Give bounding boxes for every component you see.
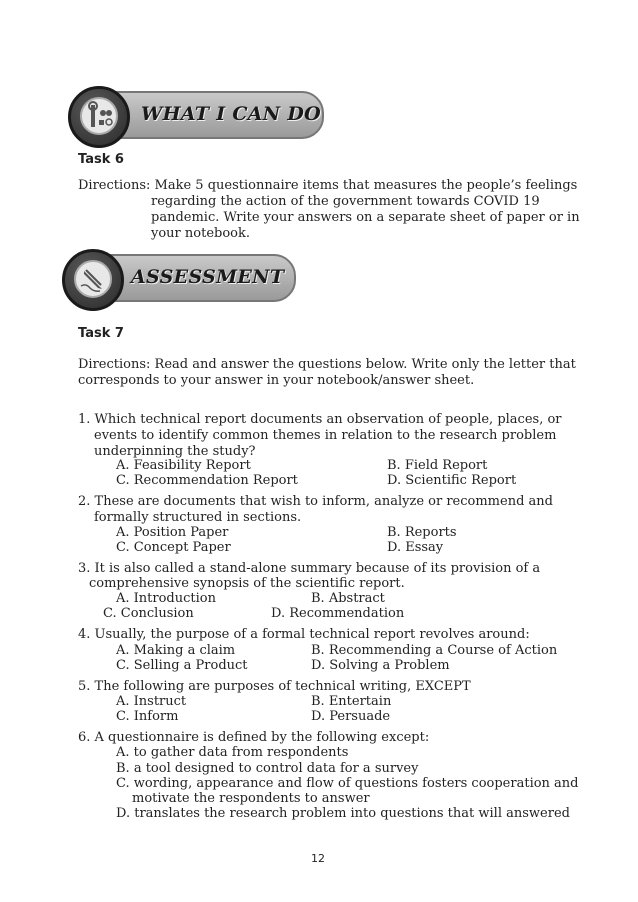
question-1-text: underpinning the study?: [94, 444, 256, 459]
tools-icon: [80, 97, 118, 135]
question-4-option-b: B. Recommending a Course of Action: [311, 643, 558, 658]
question-4-option-d: D. Solving a Problem: [311, 658, 450, 673]
question-4-option-a: A. Making a claim: [116, 643, 236, 658]
task6-directions-line: regarding the action of the government towards COVID 19: [151, 194, 540, 209]
question-2-option-b: B. Reports: [387, 525, 457, 540]
question-4-option-c: C. Selling a Product: [116, 658, 248, 673]
question-1-option-d: D. Scientific Report: [387, 473, 517, 488]
question-2-text: 2. These are documents that wish to inform, analyze or recommend and: [78, 494, 553, 509]
question-5-text: 5. The following are purposes of technical writing, EXCEPT: [78, 679, 471, 694]
question-1-text: 1. Which technical report documents an observation of people, places, or: [78, 412, 562, 427]
question-2-text: formally structured in sections.: [94, 510, 302, 525]
task6-heading: Task 6: [78, 152, 124, 167]
question-6-option-a: A. to gather data from respondents: [116, 745, 349, 760]
task7-heading: Task 7: [78, 326, 124, 341]
question-3-option-c: C. Conclusion: [103, 606, 194, 621]
question-2-option-c: C. Concept Paper: [116, 540, 231, 555]
question-5-option-b: B. Entertain: [311, 694, 392, 709]
question-1-option-a: A. Feasibility Report: [116, 458, 251, 473]
assessment-title: ASSESSMENT: [131, 266, 285, 288]
question-6-option-b: B. a tool designed to control data for a survey: [116, 761, 419, 776]
question-5-option-c: C. Inform: [116, 709, 179, 724]
question-4-text: 4. Usually, the purpose of a formal technical report revolves around:: [78, 627, 530, 642]
what-i-can-do-title: WHAT I CAN DO: [141, 103, 322, 125]
question-6-option-c: C. wording, appearance and flow of questions fosters cooperation and: [116, 776, 579, 791]
question-6-text: 6. A questionnaire is defined by the following except:: [78, 730, 430, 745]
question-3-option-b: B. Abstract: [311, 591, 385, 606]
page-number: 12: [311, 852, 325, 865]
task6-directions-line: pandemic. Write your answers on a separate sheet of paper or in: [151, 210, 580, 225]
question-6-option-c: motivate the respondents to answer: [132, 791, 370, 806]
question-3-text: 3. It is also called a stand-alone summary because of its provision of a: [78, 561, 541, 576]
task6-directions-line: Directions: Make 5 questionnaire items that measures the people’s feelings: [78, 178, 578, 193]
pencil-icon: [74, 260, 112, 298]
question-6-option-d: D. translates the research problem into questions that will answered: [116, 806, 570, 821]
question-5-option-a: A. Instruct: [116, 694, 187, 709]
question-1-option-c: C. Recommendation Report: [116, 473, 298, 488]
question-2-option-d: D. Essay: [387, 540, 444, 555]
question-5-option-d: D. Persuade: [311, 709, 391, 724]
question-3-option-a: A. Introduction: [116, 591, 216, 606]
question-3-option-d: D. Recommendation: [271, 606, 405, 621]
question-1-option-b: B. Field Report: [387, 458, 488, 473]
task7-directions-line: Directions: Read and answer the questions below. Write only the letter that: [78, 357, 576, 372]
question-2-option-a: A. Position Paper: [116, 525, 229, 540]
task6-directions-line: your notebook.: [151, 226, 250, 241]
question-3-text: comprehensive synopsis of the scientific report.: [89, 576, 405, 591]
task7-directions-line: corresponds to your answer in your notebook/answer sheet.: [78, 373, 475, 388]
question-1-text: events to identify common themes in relation to the research problem: [94, 428, 557, 443]
